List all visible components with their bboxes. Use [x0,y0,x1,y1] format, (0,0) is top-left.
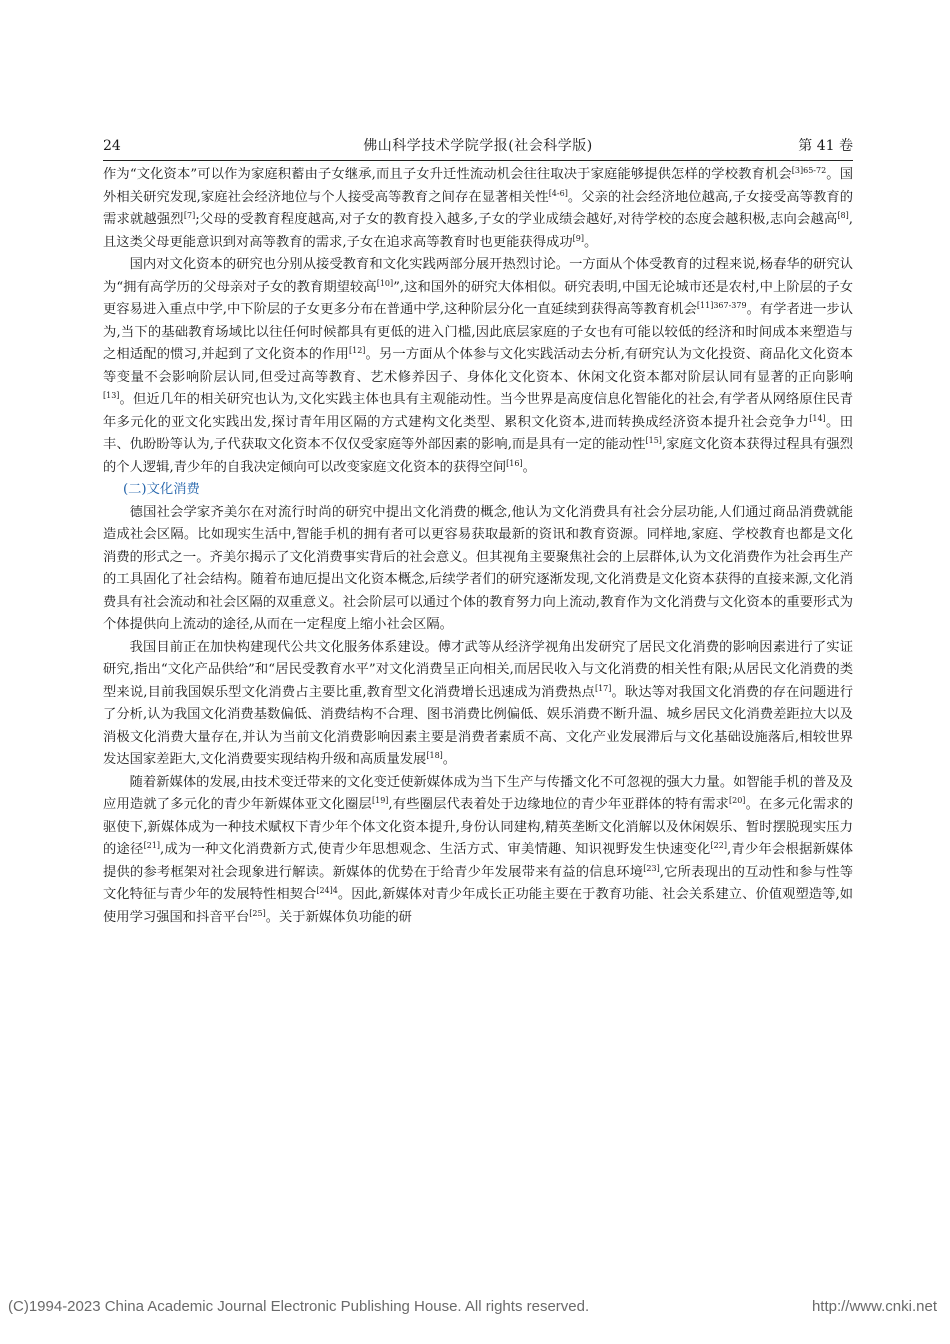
header-divider [103,160,853,161]
body-paragraph [103,637,853,772]
text-run: 。 [583,234,598,250]
text-run: 。父亲的社会经济地位越高,子女接受高等教育的需求就越强烈 [103,189,853,227]
section-heading: (二)文化消费 [122,482,200,497]
citation-ref: [9] [572,233,584,243]
text-run: 。在多元化需求的驱使下,新媒体成为一种技术赋权下青少年个体文化资本提升,身份认同建构,精英垄断文化消解以及休闲娱乐、暂时摆脱现实压力的途径 [103,797,854,857]
citation-ref: [14] [809,413,826,423]
body-paragraph [103,254,853,479]
body-paragraph [103,164,853,254]
text-run: ,成为一种文化消费新方式,使青少年思想观念、生活方式、审美情趣、知识视野发生快速变化 [160,842,711,857]
citation-ref: [8] [837,211,849,220]
citation-ref: [10] [376,278,394,288]
citation-ref: [12] [348,346,366,355]
text-run: 我国目前正在加快构建现代公共文化服务体系建设。傅才武等从经济学视角出发研究了居民文化消费的影响因素进行了实证研究,指出“文化产品供给”和“居民受教育水平”对文化消费呈正向相关,而居民收入与文化消费的相关性有限;从居民文化消费的类型来说,目前我国娱乐型文化消费占主要比重,教育型文化消费增长迅速成为消费热点 [103,639,853,700]
footer-url: http://www.cnki.net [811,1298,937,1315]
text-run: ,青少年会根据新媒体提供的参考框架对社会现象进行解读。新媒体的优势在于给青少年发展带来有益的信息环境 [103,842,854,880]
citation-ref: [24]4 [316,886,338,895]
copyright-notice: (C)1994-2023 China Academic Journal Electronic Publishing House. All rights reserved. [8,1298,590,1315]
citation-ref: [25] [249,908,266,918]
page-number: 24 [103,138,121,154]
text-run: 。关于新媒体负功能的研 [265,909,412,925]
text-run: ,有些圈层代表着处于边缘地位的青少年亚群体的特有需求 [388,797,729,812]
citation-ref: [11]367-379 [696,301,747,310]
text-run: ”,这和国外的研究大体相似。研究表明,中国无论城市还是农村,中上阶层的子女更容易进入重点中学,中下阶层的子女更多分布在普通中学,这种阶层分化一直延续到获得高等教育机会 [103,279,853,317]
text-run: 。耿达等对我国文化消费的存在问题进行了分析,认为我国文化消费基数偏低、消费结构不合理、图书消费比例偏低、娱乐消费不断升温、城乡居民文化消费差距拉大以及消极文化消费大量存在,并认为当前文化消费影响因素主要是消费者素质不高、文化产业发展滞后与文化基础设施落后,相较世界发达国家差距大,文化消费要实现结构升级和高质量发展 [103,684,853,767]
text-run: 。国外相关研究发现,家庭社会经济地位与个人接受高等教育之间存在显著相关性 [103,167,853,205]
citation-ref: [21] [143,841,161,850]
citation-ref: [7] [183,211,196,220]
citation-ref: [3]65-72 [791,166,827,175]
citation-ref: [22] [710,841,727,850]
citation-ref: [19] [371,796,389,805]
body-paragraph [103,502,853,637]
citation-ref: [13] [103,391,120,400]
text-run: 。但近几年的相关研究也认为,文化实践主体也具有主观能动性。当今世界是高度信息化智能化的社会,有学者从网络原住民青年多元化的亚文化实践出发,探讨青年用区隔的方式建构文化类型、累积文化资本,进而转换成经济资本提升社会竞争力 [103,392,853,430]
body-paragraph [103,772,853,930]
citation-ref: [20] [729,796,746,805]
journal-title: 佛山科学技术学院学报(社会科学版) [363,138,593,154]
text-run: ;父母的受教育程度越高,对子女的教育投入越多,子女的学业成绩会越好,对待学校的态度会越积极,志向会越高 [195,212,838,227]
citation-ref: [17] [594,683,612,693]
volume-label: 第 41 卷 [798,138,853,154]
text-run: 随着新媒体的发展,由技术变迁带来的文化变迁使新媒体成为当下生产与传播文化不可忽视的强大力量。如智能手机的普及及应用造就了多元化的青少年新媒体亚文化圈层 [103,774,853,812]
text-run: 。有学者进一步认为,当下的基础教育场域比以往任何时候都具有更低的进入门槛,因此底层家庭的子女也有可能以较低的经济和时间成本来塑造与之相适配的惯习,并起到了文化资本的作用 [103,302,854,362]
text-run: 国内对文化资本的研究也分别从接受教育和文化实践两部分展开热烈讨论。一方面从个体受教育的过程来说,杨春华的研究认为“拥有高学历的父母亲对子女的教育期望较高 [103,257,853,295]
citation-ref: [4-6] [548,188,568,198]
text-run: 作为“文化资本”可以作为家庭积蓄由子女继承,而且子女升迁性流动机会往往取决于家庭能够提供怎样的学校教育机会 [103,167,792,182]
citation-ref: [15] [645,436,662,445]
page-header [103,133,853,157]
text-run: 德国社会学家齐美尔在对流行时尚的研究中提出文化消费的概念,他认为文化消费具有社会分层功能,人们通过商品消费就能造成社会区隔。比如现实生活中,智能手机的拥有者可以更容易获取最新的资讯和教育资源。同样地,家庭、学校教育也都是文化消费的形式之一。齐美尔揭示了文化消费事实背后的社会意义。但其视角主要聚焦社会的上层群体,认为文化消费作为社会再生产的工具固化了社会结构。随着布迪厄提出文化资本概念,后续学者们的研究逐渐发现,文化消费是文化资本获得的直接来源,文化消费具有社会流动和社会区隔的双重意义。社会阶层可以通过个体的教育努力向上流动,教育作为文化消费与文化资本的重要形式为个体提供向上流动的途径,从而在一定程度上缩小社会区隔。 [103,504,853,632]
text-run: 。田丰、仇盼盼等认为,子代获取文化资本不仅仅受家庭等外部因素的影响,而是具有一定的能动性 [103,414,854,452]
text-run: ,且这类父母更能意识到对高等教育的需求,子女在追求高等教育时也更能获得成功 [103,212,854,250]
citation-ref: [16] [506,458,523,468]
text-run: 。 [522,459,536,475]
article-body [103,164,853,929]
text-run: 。因此,新媒体对青少年成长正功能主要在于教育功能、社会关系建立、价值观塑造等,如使用学习强国和抖音平台 [103,887,854,925]
citation-ref: [23] [643,863,660,873]
text-run: 。另一方面从个体参与文化实践活动去分析,有研究认为文化投资、商品化文化资本等变量不会影响阶层认同,但受过高等教育、艺术修养因子、身体化文化资本、休闲文化资本都对阶层认同有显著的正向影响 [103,347,853,385]
page-footer [0,1298,950,1318]
text-run: ,它所表现出的互动性和参与性等文化特征与青少年的发展特性相契合 [103,864,854,902]
citation-ref: [18] [426,751,443,760]
text-run: ,家庭文化资本获得过程具有强烈的个人逻辑,青少年的自我决定倾向可以改变家庭文化资本的获得空间 [103,437,854,475]
text-run: 。 [442,752,457,767]
